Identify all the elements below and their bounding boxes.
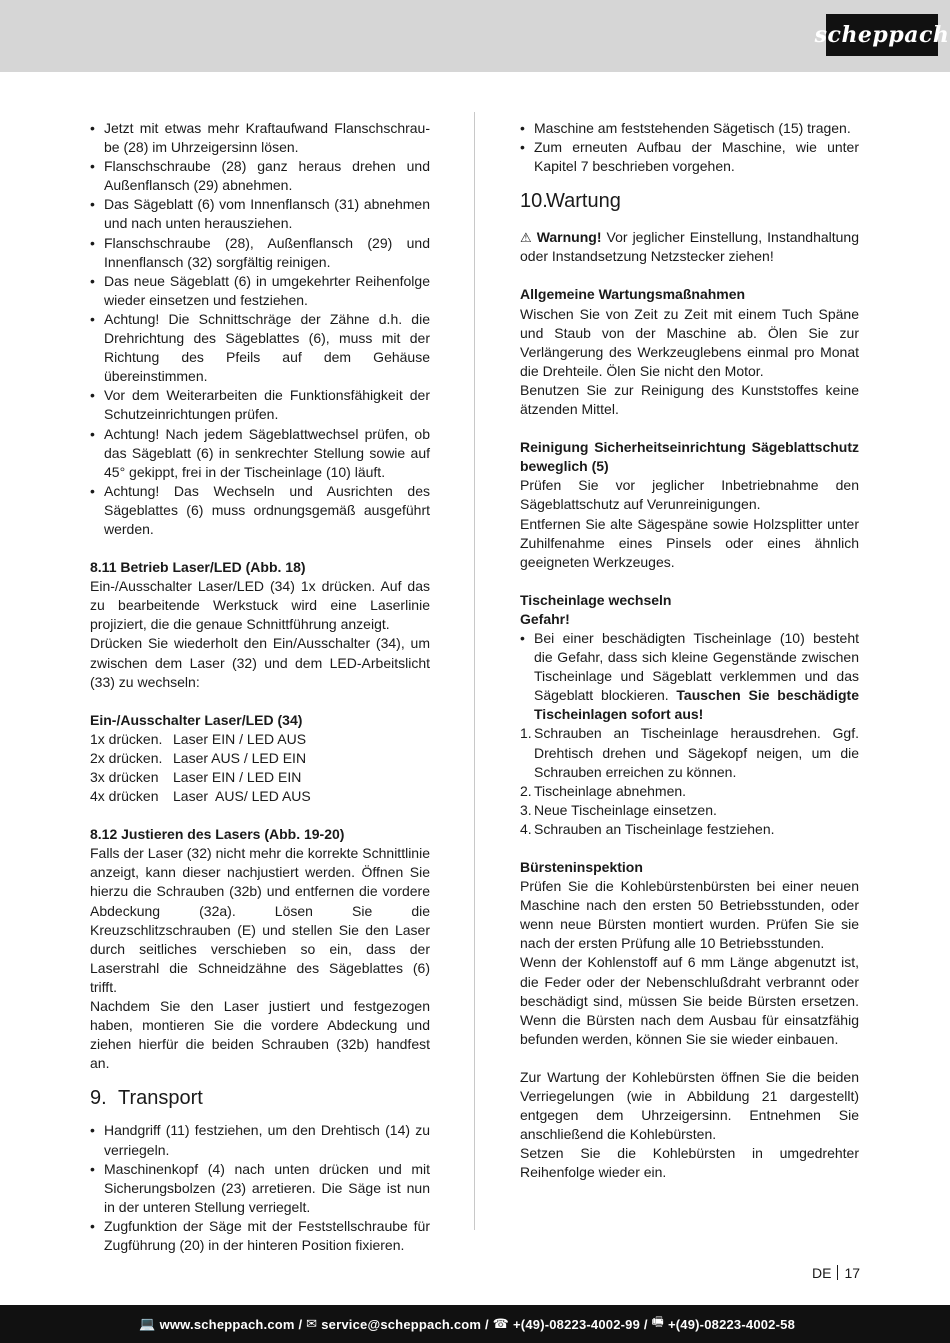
list-item: • Zugfunktion der Säge mit der Feststellschraube für Zugführung (20) in der hinteren Position fixieren. xyxy=(90,1217,430,1255)
table-row: 3x drücken Laser EIN / LED EIN xyxy=(90,769,302,785)
list-item: • Bei einer beschädigten Tischeinlage (10) besteht die Gefahr, dass sich kleine Gegenstände zwischen Tischeinlage und Sägeblatt verklemmen und das Sägeblatt blockieren. Tauschen Sie beschädigte Tischeinlagen sofort aus! xyxy=(520,629,859,724)
brush-inspection-heading: Bürsteninspektion xyxy=(520,859,643,875)
list-item: • Jetzt mit etwas mehr Kraftaufwand Flanschschrau-be (28) im Uhrzeigersinn lösen. xyxy=(90,119,430,157)
danger-label: Gefahr! xyxy=(520,610,570,627)
paragraph: Nachdem Sie den Laser justiert und festgezogen haben, montieren Sie die vordere Abdeckung und ziehen hierfür die beiden Schrauben (32b) handfest an. xyxy=(90,998,430,1072)
list-item: • Das Sägeblatt (6) vom Innenflansch (31) abnehmen und nach unten herausziehen. xyxy=(90,195,430,233)
transport-list-cont xyxy=(520,119,859,176)
footer-email-link[interactable]: service@scheppach.com / xyxy=(321,1316,489,1332)
list-item: • Das neue Sägeblatt (6) in umgekehrter Reihenfolge wieder einsetzen und festziehen. xyxy=(90,272,430,310)
footer-web-link[interactable]: www.scheppach.com / xyxy=(159,1316,303,1332)
table-insert-heading: Tischeinlage wechseln xyxy=(520,591,672,608)
warning-paragraph: ⚠ Warnung! Vor jeglicher Einstellung, Instandhaltung oder Instandsetzung Netzstecker ziehen! xyxy=(520,229,859,265)
footer-bar xyxy=(0,1305,950,1343)
table-row: 4x drücken Laser AUS/ LED AUS xyxy=(90,788,311,805)
list-item: • Maschinenkopf (4) nach unten drücken und mit Sicherungsbolzen (23) arretieren. Die Säge ist nun in der unteren Stellung verriegelt. xyxy=(90,1160,430,1217)
general-maintenance-heading: Allgemeine Wartungsmaßnahmen xyxy=(520,286,746,303)
paragraph: Entfernen Sie alte Sägespäne sowie Holzsplitter unter Zuhilfenahme eines Pinsels oder eines ähnlich geeigneten Werkzeuges. xyxy=(520,515,859,570)
list-item: • Flanschschraube (28), Außenflansch (29) und Innenflansch (32) sorgfältig reinigen. xyxy=(90,234,430,272)
warning-triangle-icon: ⚠ xyxy=(520,230,532,246)
list-item: • Handgriff (11) festziehen, um den Drehtisch (14) zu verriegeln. xyxy=(90,1121,430,1159)
danger-list xyxy=(520,629,859,724)
page-number: DE 17 xyxy=(812,1265,861,1281)
switch-table xyxy=(90,730,430,806)
computer-icon: 💻 xyxy=(139,1316,156,1331)
paragraph: Zur Wartung der Kohlebürsten öffnen Sie die beiden Verriegelungen (wie in Abbildung 21 dargestellt) entgegen dem Uhrzeigersinn. Entnehmen Sie anschließend die Kohlebürsten. xyxy=(520,1068,859,1143)
list-item: • Vor dem Weiterarbeiten die Funktionsfähigkeit der Schutzeinrichtungen prüfen. xyxy=(90,386,430,424)
fax-icon: 🖷 xyxy=(651,1314,664,1329)
left-column xyxy=(90,119,430,1255)
table-row: 1x drücken. Laser EIN / LED AUS xyxy=(90,730,307,747)
paragraph: Ein-/Ausschalter Laser/LED (34) 1x drücken. Auf das zu bearbeitende Werkstuck wird eine Laserlinie projiziert, die die genaue Schnittführung anzeigt. xyxy=(90,578,430,633)
list-item: 1. Schrauben an Tischeinlage herausdrehen. Ggf. Drehtisch drehen und Sägekopf neigen, um die Schrauben erreichen zu können. xyxy=(520,725,859,780)
saw-blade-steps-list xyxy=(90,119,430,539)
paragraph: Drücken Sie wiederholt den Ein/Ausschalter (34), um zwischen dem Laser (32) und dem LED-Arbeitslicht (33) zu wechseln: xyxy=(90,635,430,690)
paragraph: Prüfen Sie die Kohlebürstenbürsten bei einer neuen Maschine nach den ersten 50 Betriebsstunden, oder wenn neue Bürsten montiert wurden. Prüfen Sie sie nach der ersten Prüfung alle 10 Betriebsstunden. xyxy=(520,878,859,952)
footer-phone: +(49)-08223-4002-99 / xyxy=(513,1316,648,1332)
paragraph: Wenn der Kohlenstoff auf 6 mm Länge abgenutzt ist, die Feder oder der Nebenschlußdraht verbrannt oder beschädigt sind, müssen Sie beide Bürsten ersetzen. Wenn die Bürsten nach dem Ausbau für einsatzfähig befunden werden, können Sie sie wieder einbauen. xyxy=(520,954,859,1047)
insert-steps-list xyxy=(520,724,859,839)
paragraph: Setzen Sie die Kohlebürsten in umgedrehter Reihenfolge wieder ein. xyxy=(520,1145,859,1181)
list-item: • Achtung! Die Schnittschräge der Zähne d.h. die Drehrichtung des Sägeblattes (6), muss mit der Richtung des Pfeils auf dem Gehäuse übereinstimmen. xyxy=(90,310,430,386)
table-row: 2x drücken. Laser AUS / LED EIN xyxy=(90,749,307,766)
switch-heading: Ein-/Ausschalter Laser/LED (34) xyxy=(90,711,303,728)
transport-list xyxy=(90,1121,430,1255)
section-10-heading: 10.Wartung xyxy=(520,190,621,213)
column-divider xyxy=(474,112,475,1230)
paragraph: Wischen Sie von Zeit zu Zeit mit einem Tuch Späne und Staub von der Maschine ab. Ölen Sie zur Verlängerung des Werkzeuglebens einmal pro Monat die Drehteile. Ölen Sie nicht den Motor. xyxy=(520,305,859,379)
paragraph: Benutzen Sie zur Reinigung des Kunststoffes keine ätzenden Mittel. xyxy=(520,381,859,418)
paragraph: Falls der Laser (32) nicht mehr die korrekte Schnittlinie anzeigt, kann dieser nachjustiert werden. Öffnen Sie hierzu die Schrauben (32b) und entfernen die vordere Abdeckung (32a). Lösen Sie die Kreuzschlitzschrauben (E) und stellen Sie den Laser durch seitliches verschieben so ein, dass der Laserstrahl die Schneidzähne des Sägeblattes (6) trifft. xyxy=(90,845,430,995)
right-column xyxy=(520,119,859,1183)
list-item: • Achtung! Nach jedem Sägeblattwechsel prüfen, ob das Sägeblatt (6) in senkrechter Stellung sowie auf 45° gekippt, frei in der Tischeinlage (10) läuft. xyxy=(90,425,430,482)
cleaning-heading: Reinigung Sicherheitseinrichtung Sägeblattschutz beweglich (5) xyxy=(520,439,859,475)
scheppach-logo: scheppach xyxy=(826,14,938,56)
list-item: 2. Tischeinlage abnehmen. xyxy=(520,782,687,799)
paragraph: Prüfen Sie vor jeglicher Inbetriebnahme den Sägeblattschutz auf Verunreinigungen. xyxy=(520,477,859,513)
list-item: • Zum erneuten Aufbau der Maschine, wie unter Kapitel 7 beschrieben vorgehen. xyxy=(520,138,859,176)
footer-fax: +(49)-08223-4002-58 xyxy=(667,1316,795,1332)
section-8-11-heading: 8.11 Betrieb Laser/LED (Abb. 18) xyxy=(90,559,306,576)
section-9-heading: 9. Transport xyxy=(90,1087,203,1110)
section-8-12-heading: 8.12 Justieren des Lasers (Abb. 19-20) xyxy=(90,826,345,843)
list-item: • Achtung! Das Wechseln und Ausrichten des Sägeblattes (6) muss ordnungsgemäß ausgeführt werden. xyxy=(90,482,430,539)
phone-icon: ☎ xyxy=(492,1316,510,1331)
list-item: • Flanschschraube (28) ganz heraus drehen und Außenflansch (29) abnehmen. xyxy=(90,157,430,195)
header-band xyxy=(0,0,950,72)
page-number-separator xyxy=(837,1265,838,1280)
envelope-icon: ✉ xyxy=(306,1316,318,1331)
list-item: • Maschine am feststehenden Sägetisch (15) tragen. xyxy=(520,119,859,138)
list-item: 3. Neue Tischeinlage einsetzen. xyxy=(520,801,717,818)
list-item: 4. Schrauben an Tischeinlage festziehen. xyxy=(520,820,775,837)
